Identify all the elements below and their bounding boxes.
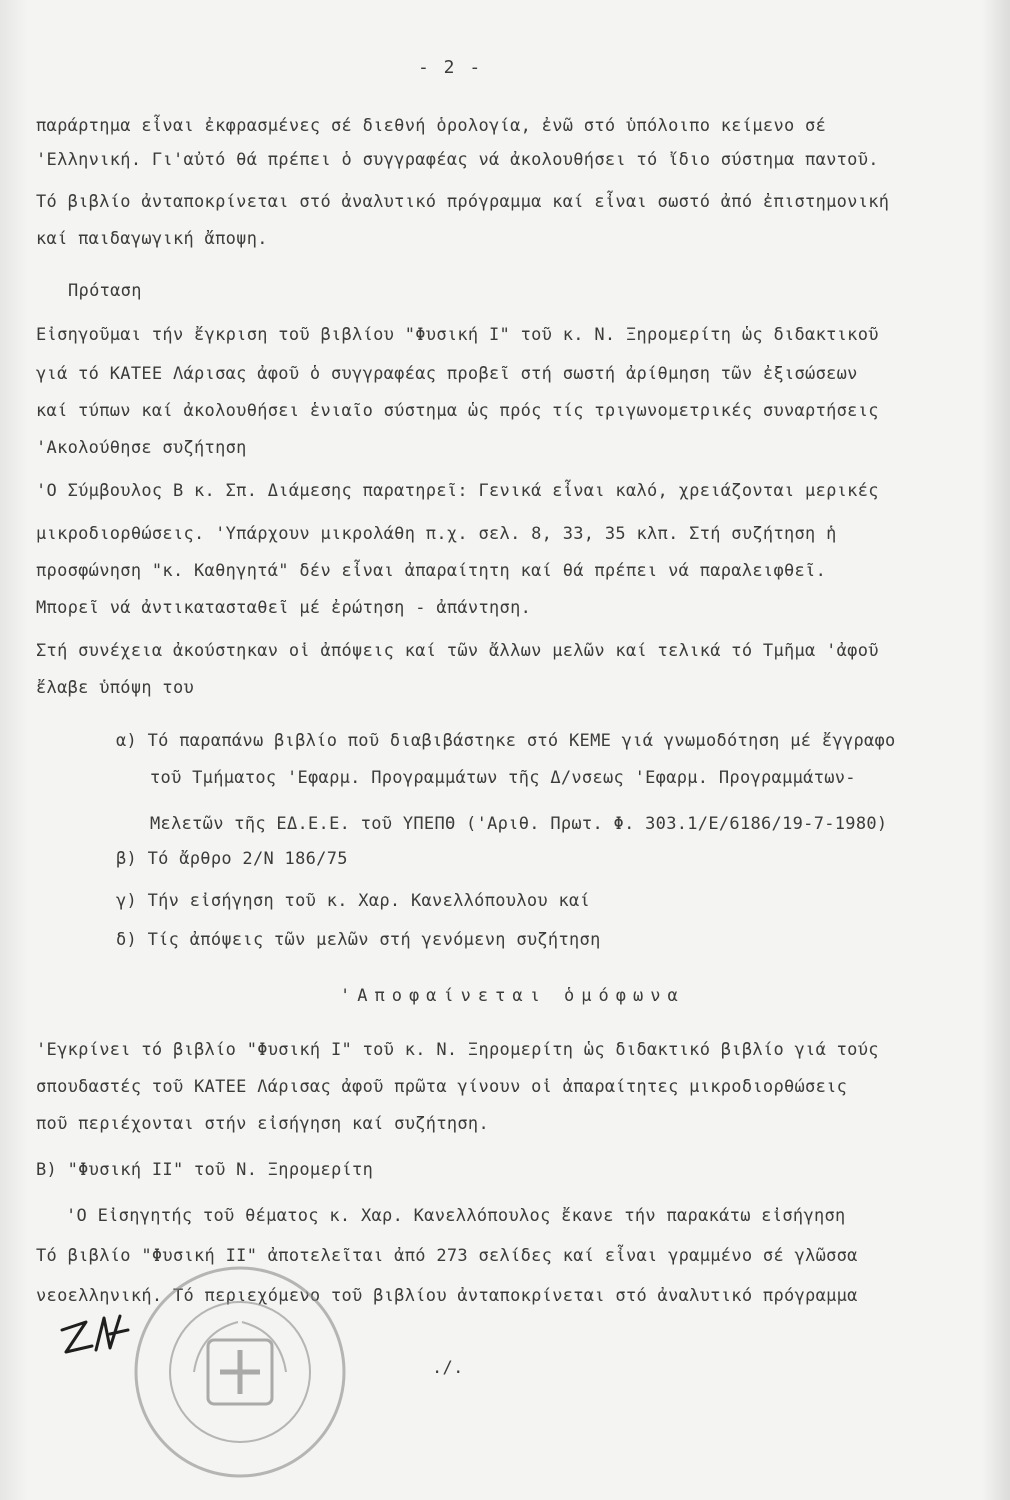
list-item-c: γ) Τήν εἰσήγηση τοῦ κ. Χαρ. Κανελλόπουλου καί: [116, 891, 591, 911]
text-line: Στή συνέχεια ἀκούστηκαν οἱ ἀπόψεις καί τῶν ἄλλων μελῶν καί τελικά τό Τμῆμα 'ἀφοῦ: [36, 641, 879, 661]
list-item-a: α) Τό παραπάνω βιβλίο ποῦ διαβιβάστηκε στό ΚΕΜΕ γιά γνωμοδότηση μέ ἔγγραφο: [116, 731, 896, 751]
section-heading-physics-2: Β) "Φυσική ΙΙ" τοῦ Ν. Ξηρομερίτη: [36, 1160, 374, 1180]
text-line: γιά τό ΚΑΤΕΕ Λάρισας ἀφοῦ ὁ συγγραφέας προβεῖ στή σωστή ἀρίθμηση τῶν ἐξισώσεων: [36, 364, 858, 384]
list-item-d: δ) Τίς ἀπόψεις τῶν μελῶν στή γενόμενη συζήτηση: [116, 930, 601, 950]
text-line: Τό βιβλίο ἀνταποκρίνεται στό ἀναλυτικό πρόγραμμα καί εἶναι σωστό ἀπό ἐπιστημονική: [36, 192, 890, 212]
official-stamp-icon: [130, 1262, 350, 1482]
list-item-a-cont: τοῦ Τμήματος 'Εφαρμ. Προγραμμάτων τῆς Δ/νσεως 'Εφαρμ. Προγραμμάτων-: [150, 768, 856, 788]
text-line: Εἰσηγοῦμαι τήν ἔγκριση τοῦ βιβλίου "Φυσική Ι" τοῦ κ. Ν. Ξηρομερίτη ὡς διδακτικοῦ: [36, 325, 879, 345]
handwritten-signature: [52, 1300, 142, 1370]
text-line: προσφώνηση "κ. Καθηγητά" δέν εἶναι ἀπαραίτητη καί θά πρέπει νά παραλειφθεῖ.: [36, 561, 827, 581]
page-number: - 2 -: [418, 57, 483, 78]
decision-heading: 'Αποφαίνεται ὁμόφωνα: [340, 986, 685, 1006]
text-line: καί τύπων καί ἀκολουθήσει ἑνιαῖο σύστημα ὡς πρός τίς τριγωνομετρικές συναρτήσεις: [36, 401, 879, 421]
text-line: ποῦ περιέχονται στήν εἰσήγηση καί συζήτηση.: [36, 1114, 489, 1134]
list-item-b: β) Τό ἄρθρο 2/Ν 186/75: [116, 849, 348, 869]
text-line: 'Ακολούθησε συζήτηση: [36, 438, 247, 458]
text-line: 'Ο Εἰσηγητής τοῦ θέματος κ. Χαρ. Κανελλόπουλος ἔκανε τήν παρακάτω εἰσήγηση: [66, 1206, 846, 1226]
continuation-mark: ./.: [432, 1358, 464, 1378]
left-edge-shadow: [0, 0, 28, 1500]
stamp-cross: [220, 1350, 260, 1394]
text-line: 'Εγκρίνει τό βιβλίο "Φυσική Ι" τοῦ κ. Ν. Ξηρομερίτη ὡς διδακτικό βιβλίο γιά τούς: [36, 1040, 879, 1060]
section-heading-proposal: Πρόταση: [68, 281, 142, 301]
text-line: 'Ελληνική. Γι'αὐτό θά πρέπει ὁ συγγραφέας νά ἀκολουθήσει τό ἴδιο σύστημα παντοῦ.: [36, 150, 879, 170]
text-line: παράρτημα εἶναι ἐκφρασμένες σέ διεθνή ὁρολογία, ἐνῶ στό ὑπόλοιπο κείμενο σέ: [36, 116, 827, 136]
text-line: σπουδαστές τοῦ ΚΑΤΕΕ Λάρισας ἀφοῦ πρῶτα γίνουν οἱ ἀπαραίτητες μικροδιορθώσεις: [36, 1077, 848, 1097]
text-line: καί παιδαγωγική ἄποψη.: [36, 229, 268, 249]
text-line: Τό βιβλίο "Φυσική ΙΙ" ἀποτελεῖται ἀπό 273 σελίδες καί εἶναι γραμμένο σέ γλῶσσα: [36, 1246, 858, 1266]
text-line: 'Ο Σύμβουλος Β κ. Σπ. Διάμεσης παρατηρεῖ: Γενικά εἶναι καλό, χρειάζονται μερικές: [36, 481, 879, 501]
text-line: ἔλαβε ὑπόψη του: [36, 678, 195, 698]
list-item-a-cont: Μελετῶν τῆς ΕΔ.Ε.Ε. τοῦ ΥΠΕΠΘ ('Αριθ. Πρωτ. Φ. 303.1/Ε/6186/19-7-1980): [150, 814, 888, 834]
right-edge-shadow: [982, 0, 1010, 1500]
text-line: μικροδιορθώσεις. 'Υπάρχουν μικρολάθη π.χ. σελ. 8, 33, 35 κλπ. Στή συζήτηση ἡ: [36, 524, 837, 544]
text-line: Μπορεῖ νά ἀντικατασταθεῖ μέ ἐρώτηση - ἀπάντηση.: [36, 598, 532, 618]
text-line: νεοελληνική. Τό περιεχόμενο τοῦ βιβλίου ἀνταποκρίνεται στό ἀναλυτικό πρόγραμμα: [36, 1286, 858, 1306]
